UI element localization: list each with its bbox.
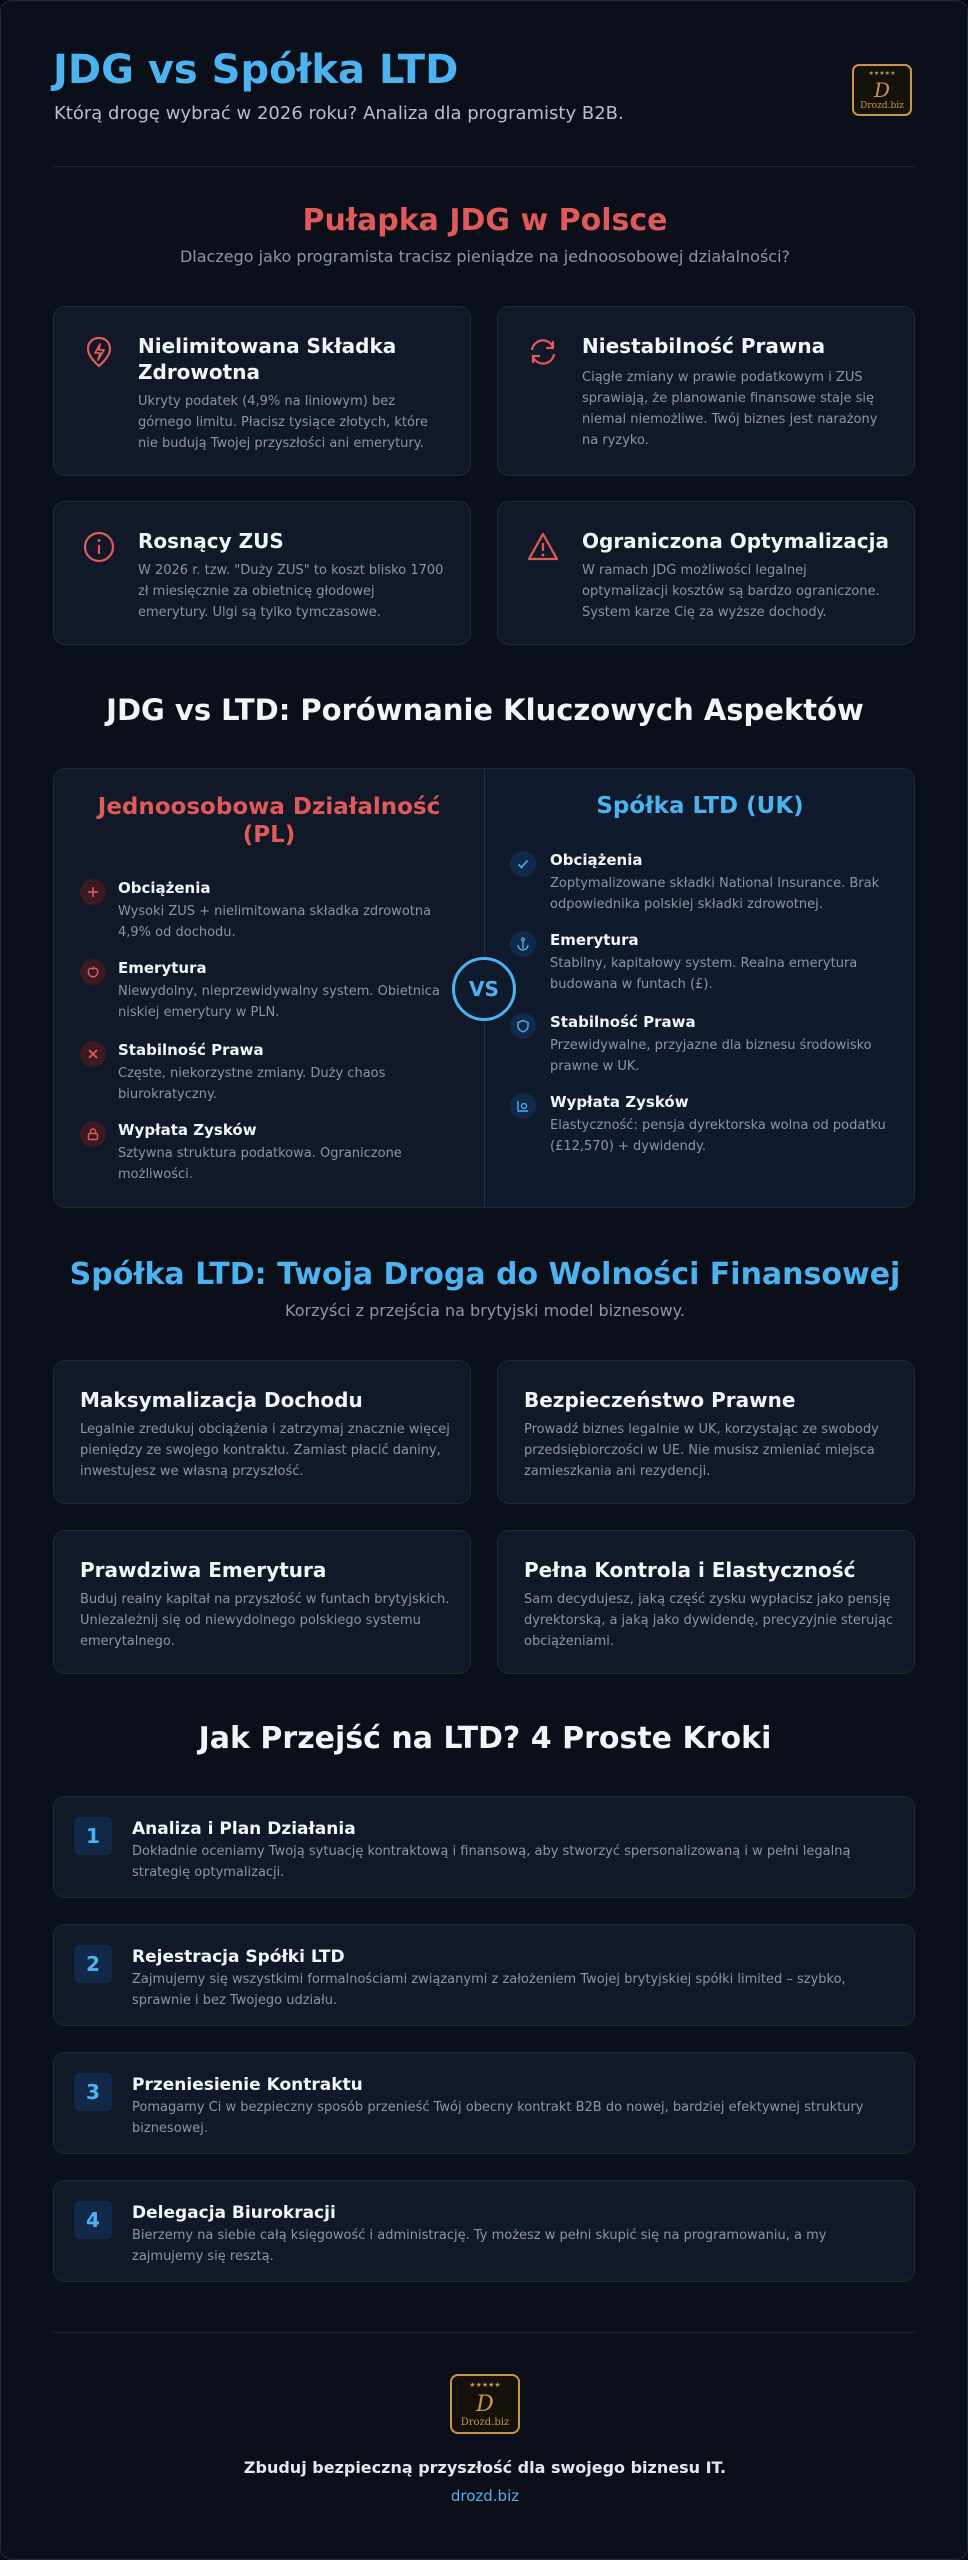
trap-card-text: W ramach JDG możliwości legalnej optymalizacji kosztów są bardzo ograniczone. System karze Cię za wyższe dochody.	[582, 563, 880, 620]
step-card	[53, 1924, 915, 2026]
jdg-item-text: Częste, niekorzystne zmiany. Duży chaos biurokratyczny.	[118, 1066, 386, 1102]
ltd-item-text: Stabilny, kapitałowy system. Realna emerytura budowana w funtach (£).	[550, 956, 858, 992]
comparison-section-title: JDG vs LTD: Porównanie Kluczowych Aspektów	[106, 693, 864, 727]
trap-card-title: Ograniczona Optymalizacja	[582, 529, 890, 553]
benefit-card	[497, 1360, 915, 1504]
ltd-item-title: Emerytura	[550, 931, 639, 949]
trap-card-text: Ukryty podatek (4,9% na liniowym) bez górnego limitu. Płacisz tysiące złotych, które nie budują Twojej przyszłości ani emerytury.	[138, 394, 428, 451]
svg-text:★★★★★: ★★★★★	[469, 2381, 501, 2389]
svg-text:D: D	[873, 78, 891, 102]
benefit-card	[497, 1530, 915, 1674]
footer-tagline: Zbuduj bezpieczną przyszłość dla swojego biznesu IT.	[243, 2458, 727, 2477]
vs-badge: VS	[452, 957, 516, 1021]
step-number: 4	[74, 2201, 112, 2239]
step-title: Rejestracja Spółki LTD	[132, 1947, 345, 1967]
trap-card-text: Ciągłe zmiany w prawie podatkowym i ZUS sprawiają, że planowanie finansowe staje się niemal niemożliwe. Twój biznes jest narażony na ryzyko.	[582, 370, 878, 448]
trap-card-health	[53, 306, 471, 476]
header-logo	[851, 63, 913, 117]
benefit-card-title: Maksymalizacja Dochodu	[80, 1388, 363, 1412]
header-divider	[53, 166, 915, 167]
trap-card-legal	[497, 306, 915, 476]
step-card	[53, 2180, 915, 2282]
step-title: Analiza i Plan Działania	[132, 1819, 356, 1839]
benefits-section-subtitle: Korzyści z przejścia na brytyjski model biznesowy.	[285, 1301, 685, 1320]
step-title: Przeniesienie Kontraktu	[132, 2075, 363, 2095]
svg-text:D: D	[476, 2392, 494, 2417]
benefit-card-text: Sam decydujesz, jaką część zysku wypłacisz jako pensję dyrektorską, a jaką jako dywidendę, precyzyjnie sterując obciążeniami.	[524, 1592, 894, 1649]
trap-card-title: Nielimitowana Składka Zdrowotna	[138, 334, 397, 384]
benefit-card-text: Buduj realny kapitał na przyszłość w funtach brytyjskich. Uniezależnij się od niewydolnego polskiego systemu emerytalnego.	[80, 1592, 450, 1649]
svg-text:★★★★★: ★★★★★	[868, 70, 896, 77]
step-text: Zajmujemy się wszystkimi formalnościami związanymi z założeniem Twojej brytyjskiej spółki limited – szybko, sprawnie i bez Twojego udziału.	[132, 1972, 846, 2008]
check-icon	[510, 851, 536, 877]
benefit-card-title: Pełna Kontrola i Elastyczność	[524, 1558, 856, 1582]
jdg-item-text: Sztywna struktura podatkowa. Ograniczone możliwości.	[118, 1146, 402, 1182]
shield-icon	[510, 1013, 536, 1039]
step-number: 2	[74, 1945, 112, 1983]
trap-card-optimization	[497, 501, 915, 645]
ltd-item-text: Elastyczność: pensja dyrektorska wolna od podatku (£12,570) + dywidendy.	[550, 1118, 886, 1154]
page-title: JDG vs Spółka LTD	[53, 47, 459, 93]
x-icon	[80, 1041, 106, 1067]
step-number: 1	[74, 1817, 112, 1855]
jdg-item-text: Wysoki ZUS + nielimitowana składka zdrowotna 4,9% od dochodu.	[118, 904, 432, 940]
trap-section-subtitle: Dlaczego jako programista tracisz pieniądze na jednoosobowej działalności?	[179, 247, 791, 266]
ltd-column-title: Spółka LTD (UK)	[596, 793, 804, 819]
trap-card-text: W 2026 r. tzw. "Duży ZUS" to koszt blisko 1700 zł miesięcznie za obietnicę głodowej emerytury. Ulgi są tylko tymczasowe.	[138, 563, 444, 620]
apple-icon	[80, 959, 106, 985]
jdg-item-title: Stabilność Prawa	[118, 1041, 264, 1059]
footer-divider	[53, 2332, 915, 2333]
benefit-card-title: Bezpieczeństwo Prawne	[524, 1388, 796, 1412]
health-shield-icon	[82, 335, 116, 369]
jdg-item-title: Obciążenia	[118, 879, 211, 897]
ltd-item-title: Stabilność Prawa	[550, 1013, 696, 1031]
jdg-item-text: Niewydolny, nieprzewidywalny system. Obietnica niskiej emerytury w PLN.	[118, 984, 440, 1020]
lock-icon	[80, 1121, 106, 1147]
header-logo-text: Drozd.biz	[860, 101, 904, 111]
step-text: Dokładnie oceniamy Twoją sytuację kontraktową i finansową, aby stworzyć spersonalizowaną i w pełni legalną strategię optymalizacji.	[132, 1844, 851, 1880]
plus-icon	[80, 879, 106, 905]
comparison-table	[53, 768, 915, 1208]
refresh-icon	[526, 335, 560, 369]
page-subtitle: Którą drogę wybrać w 2026 roku? Analiza dla programisty B2B.	[54, 103, 624, 124]
benefit-card	[53, 1530, 471, 1674]
step-number: 3	[74, 2073, 112, 2111]
ltd-item-text: Przewidywalne, przyjazne dla biznesu środowisko prawne w UK.	[550, 1038, 872, 1074]
step-text: Pomagamy Ci w bezpieczny sposób przenieść Twój obecny kontrakt B2B do nowej, bardziej efektywnej struktury biznesowej.	[132, 2100, 864, 2136]
benefit-card-text: Legalnie zredukuj obciążenia i zatrzymaj znacznie więcej pieniędzy ze swojego kontraktu. Zamiast płacić daniny, inwestujesz we własną przyszłość.	[80, 1422, 450, 1479]
step-text: Bierzemy na siebie całą księgowość i administrację. Ty możesz w pełni skupić się na programowaniu, a my zajmujemy się resztą.	[132, 2228, 827, 2264]
benefit-card	[53, 1360, 471, 1504]
trap-card-title: Niestabilność Prawna	[582, 334, 826, 358]
ltd-item-title: Wypłata Zysków	[550, 1093, 689, 1111]
jdg-column-title: Jednoosobowa Działalność (PL)	[97, 794, 441, 848]
footer-link[interactable]: drozd.biz	[450, 2487, 520, 2505]
benefit-card-title: Prawdziwa Emerytura	[80, 1558, 327, 1582]
trap-card-zus	[53, 501, 471, 645]
ltd-item-title: Obciążenia	[550, 851, 643, 869]
jdg-item-title: Wypłata Zysków	[118, 1121, 257, 1139]
footer-logo-text: Drozd.biz	[460, 2417, 510, 2428]
anchor-icon	[510, 931, 536, 957]
benefit-card-text: Prowadź biznes legalnie w UK, korzystając ze swobody przedsiębiorczości w UE. Nie musisz zmieniać miejsca zamieszkania ani rezydencji.	[524, 1422, 879, 1479]
info-icon	[82, 530, 116, 564]
footer-logo	[449, 2373, 521, 2435]
trap-card-title: Rosnący ZUS	[138, 529, 284, 553]
steps-section-title: Jak Przejść na LTD? 4 Proste Kroki	[198, 1721, 772, 1756]
jdg-item-title: Emerytura	[118, 959, 207, 977]
benefits-section-title: Spółka LTD: Twoja Droga do Wolności Finansowej	[69, 1257, 901, 1292]
ltd-item-text: Zoptymalizowane składki National Insurance. Brak odpowiednika polskiej składki zdrowotnej.	[550, 876, 880, 912]
chart-icon	[510, 1093, 536, 1119]
step-card	[53, 1796, 915, 1898]
step-card	[53, 2052, 915, 2154]
warning-icon	[526, 530, 560, 564]
trap-section-title: Pułapka JDG w Polsce	[302, 203, 668, 238]
step-title: Delegacja Biurokracji	[132, 2203, 336, 2223]
